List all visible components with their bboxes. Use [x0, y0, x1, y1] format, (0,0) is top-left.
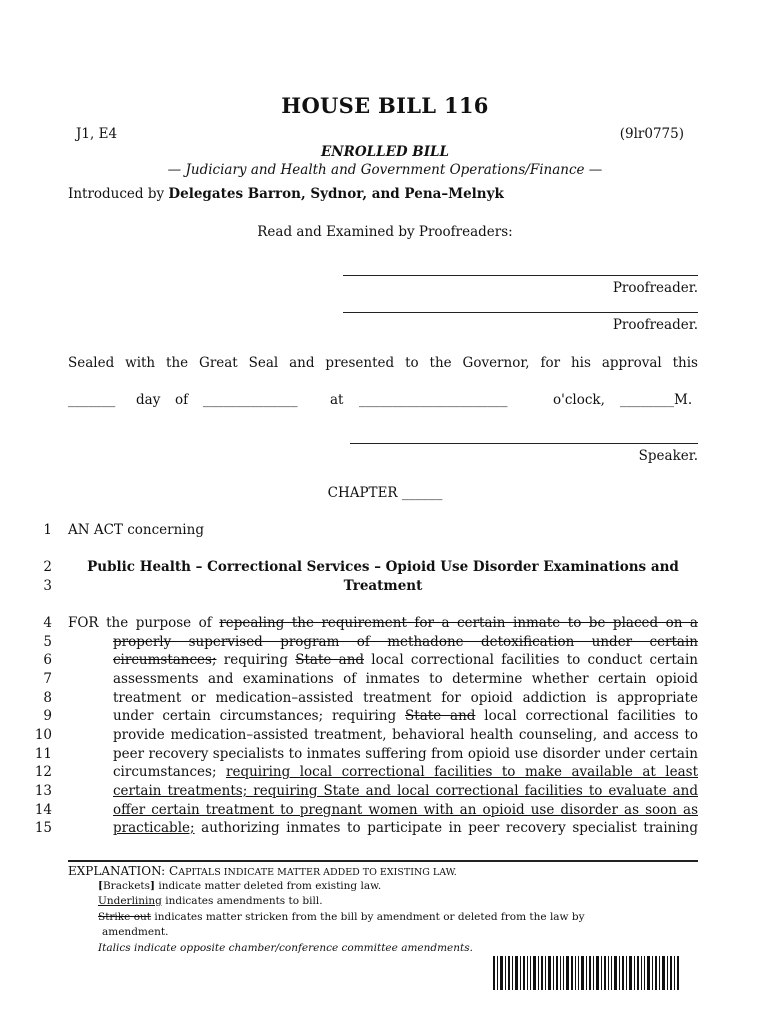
- line-number: 6: [43, 652, 52, 668]
- time-blank: ______________________: [359, 392, 508, 408]
- footer-divider: [68, 860, 698, 862]
- day-label: day: [136, 392, 161, 408]
- struck-text: State and: [405, 708, 476, 724]
- at-label: at: [330, 392, 344, 408]
- purpose-line-9: [113, 708, 698, 724]
- month-blank: ______________: [203, 392, 298, 408]
- day-blank: _______: [68, 392, 116, 408]
- purpose-line-5: properly supervised program of methadone detoxification under certain: [113, 634, 698, 650]
- proofreader-signature-line-2: [343, 312, 698, 313]
- purpose-line-7: assessments and examinations of inmates to determine whether certain opioid: [113, 671, 698, 687]
- strike-rest: indicates matter stricken from the bill by amendment or deleted from the law by: [151, 911, 585, 923]
- act-concerning: AN ACT concerning: [68, 522, 204, 538]
- chapter-label: CHAPTER ______: [327, 485, 443, 501]
- purpose-line-11: peer recovery specialists to inmates suffering from opioid use disorder under certain: [113, 746, 698, 762]
- line-number: 8: [43, 690, 52, 706]
- proofreader-signature-line-1: [343, 275, 698, 276]
- purpose-text: authorizing inmates to participate in peer recovery specialist training: [194, 820, 698, 836]
- meridiem-blank: ________M.: [620, 392, 693, 408]
- proofreader-label-1: Proofreader.: [612, 280, 698, 296]
- proofreaders-heading: Read and Examined by Proofreaders:: [257, 224, 513, 240]
- line-number: 10: [34, 727, 52, 743]
- bracket-open: [: [98, 880, 103, 892]
- amendment-text: practicable;: [113, 820, 195, 836]
- purpose-text: local correctional facilities to conduct certain: [364, 652, 698, 668]
- enrolled-label: ENROLLED BILL: [321, 144, 449, 160]
- speaker-label: Speaker.: [638, 448, 698, 464]
- struck-text: circumstances;: [113, 652, 217, 668]
- strike-word: Strike out: [98, 911, 152, 923]
- oclock-label: o'clock,: [553, 392, 605, 408]
- caps-rest: APITALS INDICATE MATTER ADDED TO EXISTING LAW.: [178, 867, 457, 878]
- line-number: 14: [34, 802, 52, 818]
- speaker-signature-line: [350, 443, 698, 444]
- line-number: 9: [43, 708, 52, 724]
- struck-text: State and: [295, 652, 365, 668]
- underlining-word: Underlining: [98, 895, 162, 907]
- line-number: 7: [43, 671, 52, 687]
- purpose-line-8: treatment or medication–assisted treatment for opioid addiction is appropriate: [113, 690, 698, 706]
- explanation-label: EXPLANATION:: [68, 864, 170, 878]
- seal-statement: Sealed with the Great Seal and presented to the Governor, for his approval this: [68, 355, 698, 371]
- line-number: 15: [34, 820, 52, 836]
- line-number: 4: [43, 615, 52, 631]
- introduced-prefix: Introduced by: [68, 186, 169, 202]
- barcode-icon: [493, 956, 679, 990]
- purpose-text: local correctional facilities to: [475, 708, 699, 724]
- line-number: 3: [43, 578, 52, 594]
- introduced-by: [68, 186, 504, 202]
- purpose-prefix: FOR the purpose of: [68, 615, 220, 631]
- amendment-text: requiring local correctional facilities to make available at least: [226, 764, 698, 780]
- committees: — Judiciary and Health and Government Operations/Finance —: [167, 162, 603, 178]
- bracket-close: ]: [150, 880, 155, 892]
- of-label: of: [175, 392, 189, 408]
- act-heading-line-1: Public Health – Correctional Services – Opioid Use Disorder Examinations and: [87, 559, 679, 575]
- strike-note-cont: amendment.: [102, 926, 169, 938]
- sponsors: Delegates Barron, Sydnor, and Pena–Melnyk: [168, 186, 504, 202]
- purpose-text: under certain circumstances; requiring: [113, 708, 406, 724]
- bill-file-number: (9lr0775): [619, 126, 684, 142]
- line-number: 2: [43, 559, 52, 575]
- brackets-rest: indicate matter deleted from existing law.: [155, 880, 382, 892]
- purpose-line-4: [68, 615, 698, 631]
- italics-note: Italics indicate opposite chamber/conference committee amendments.: [98, 942, 473, 954]
- struck-text: repealing the requirement for a certain inmate to be placed on a: [219, 615, 698, 631]
- purpose-text: circumstances;: [113, 764, 227, 780]
- line-number: 5: [43, 634, 52, 650]
- bill-title: HOUSE BILL 116: [281, 93, 489, 118]
- strike-note: [98, 911, 585, 923]
- purpose-line-10: provide medication–assisted treatment, behavioral health counseling, and access to: [113, 727, 698, 743]
- caps-first: C: [169, 864, 179, 878]
- brackets-word: Brackets: [102, 880, 151, 892]
- line-number: 12: [34, 764, 52, 780]
- purpose-text: requiring: [216, 652, 296, 668]
- underlining-note: [98, 895, 323, 907]
- purpose-line-14: offer certain treatment to pregnant women with an opioid use disorder as soon as: [113, 802, 698, 818]
- proofreader-label-2: Proofreader.: [612, 317, 698, 333]
- purpose-line-15: [113, 820, 698, 836]
- explanation-heading: [68, 864, 457, 878]
- line-number: 11: [34, 746, 52, 762]
- purpose-line-13: certain treatments; requiring State and local correctional facilities to evaluate and: [113, 783, 698, 799]
- line-number: 13: [34, 783, 52, 799]
- purpose-line-12: [113, 764, 698, 780]
- purpose-line-6: [113, 652, 698, 668]
- underlining-rest: indicates amendments to bill.: [161, 895, 323, 907]
- act-heading-line-2: Treatment: [343, 578, 423, 594]
- brackets-note: [98, 880, 381, 892]
- line-number: 1: [43, 522, 52, 538]
- bill-codes: J1, E4: [76, 126, 118, 142]
